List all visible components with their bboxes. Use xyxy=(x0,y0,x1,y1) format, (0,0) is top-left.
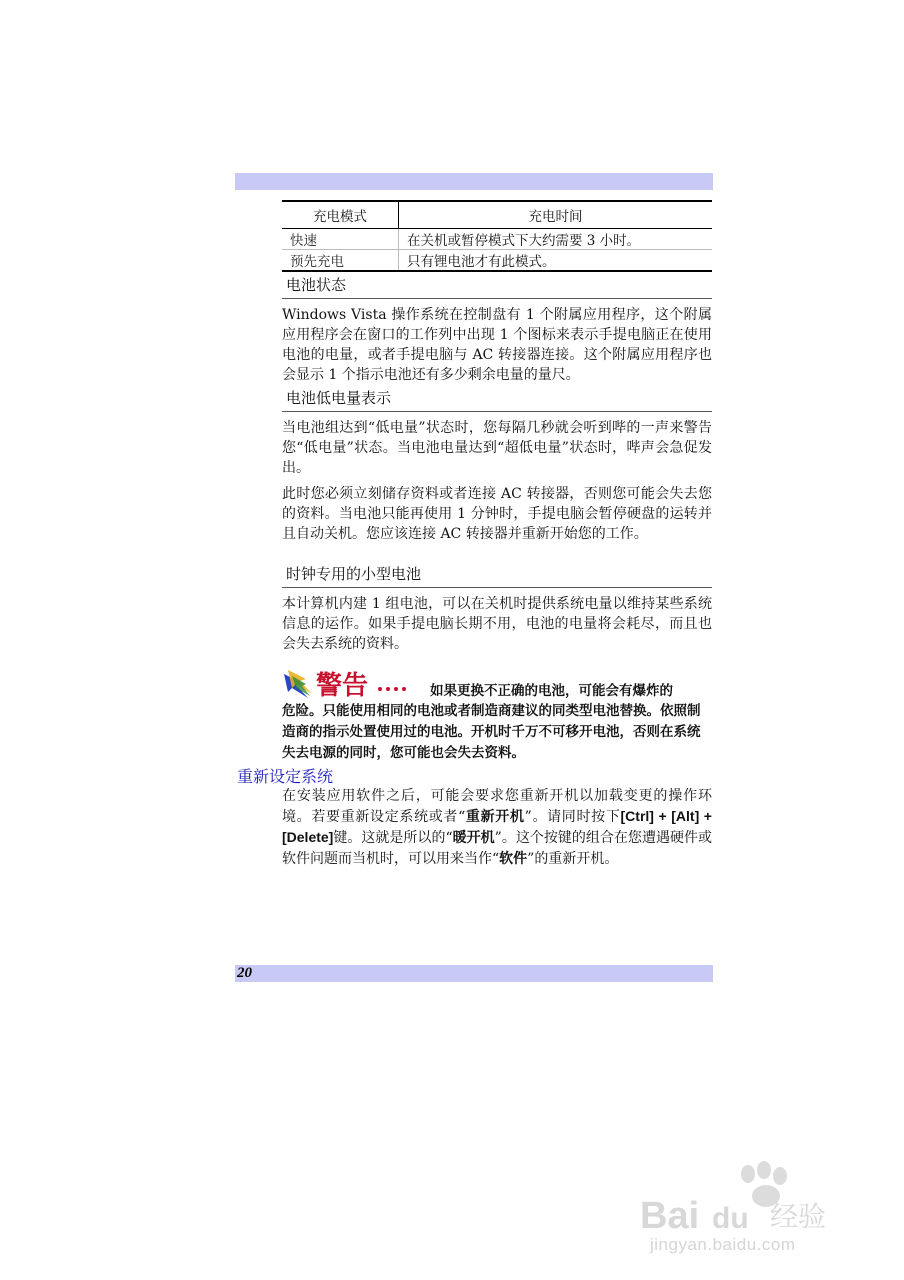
table-row xyxy=(282,229,712,250)
key-combo: [Ctrl] + [Alt] + [Delete] xyxy=(282,808,712,845)
page-number: 20 xyxy=(237,965,252,981)
warning-arrows-icon xyxy=(282,668,427,702)
table-cell: 只有锂电池才有此模式。 xyxy=(399,250,713,272)
watermark-brand: Bai xyxy=(640,1195,700,1237)
bold-term: 暖开机 xyxy=(452,829,495,845)
header-bar xyxy=(235,173,713,190)
table-header-cell: 充电时间 xyxy=(528,209,583,225)
paragraph: 此时您必须立刻储存资料或者连接 AC 转接器，否则您可能会失去您的资料。当电池只能再使用 1 分钟时，手提电脑会暂停硬盘的运转并且自动关机。您应该连接 AC 转接器并重新开始您的工作。 xyxy=(282,486,712,542)
text-run: ”。请同时按下 xyxy=(524,809,621,825)
warning-text: 危险。只能使用相同的电池或者制造商建议的同类型电池替换。依照制造商的指示处置使用过的电池。开机时千万不可移开电池，否则在系统失去电源的同时，您可能也会失去资料。 xyxy=(282,703,701,760)
text-run: 在安装应用软件之后，可能会要求您重新开机以加载变更的操作环境。若要重新设定系统或者“ xyxy=(282,788,712,825)
text-run: ”。这个按键的组合在您遭遇硬件或软件问题而当机时，可以用来当作“ xyxy=(282,830,712,867)
paragraph: 本计算机内建 1 组电池，可以在关机时提供系统电量以维持某些系统信息的运作。如果手提电脑长期不用，电池的电量将会耗尽，而且也会失去系统的资料。 xyxy=(282,596,712,652)
table-cell: 在关机或暂停模式下大约需要 3 小时。 xyxy=(399,229,713,250)
table-cell: 快速 xyxy=(282,229,399,250)
text-run: ”的重新开机。 xyxy=(527,851,619,867)
watermark-brand-du: du xyxy=(712,1202,749,1235)
battery-status-section xyxy=(282,276,712,385)
paragraph: Windows Vista 操作系统在控制盘有 1 个附属应用程序，这个附属应用程序会在窗口的工作列中出现 1 个图标来表示手提电脑正在使用电池的电量，或者手提电脑与 AC 转接器连接。这个附属应用程序也会显示 1 个指示电池还有多少剩余电量的量尺。 xyxy=(282,307,712,383)
charge-mode-table xyxy=(282,200,712,272)
table-header-cell: 充电模式 xyxy=(282,201,399,229)
section-title: 时钟专用的小型电池 xyxy=(282,565,712,588)
bold-term: 重新开机 xyxy=(465,808,525,824)
table-header-row xyxy=(282,201,712,229)
reset-system-heading: 重新设定系统 xyxy=(237,767,334,786)
clock-battery-section xyxy=(282,565,712,654)
table-row xyxy=(282,250,712,272)
warning-block xyxy=(282,668,712,763)
text-run: 键。这就是所以的“ xyxy=(333,830,453,846)
warning-text-first-line: 如果更换不正确的电池，可能会有爆炸的 xyxy=(430,683,673,698)
bold-term: 软件 xyxy=(499,850,528,866)
table-cell: 预先充电 xyxy=(282,250,399,272)
reset-system-section xyxy=(282,784,712,869)
warning-label: 警告 xyxy=(316,671,369,701)
section-title: 电池低电量表示 xyxy=(282,389,712,412)
paragraph: 当电池组达到“低电量”状态时，您每隔几秒就会听到哔的一声来警告您“低电量”状态。当电池电量达到“超低电量”状态时，哔声会急促发出。 xyxy=(282,420,712,476)
watermark-url: jingyan.baidu.com xyxy=(650,1235,796,1254)
footer-bar xyxy=(235,965,713,982)
warning-header xyxy=(282,668,712,700)
section-title: 电池状态 xyxy=(282,276,712,299)
low-battery-section xyxy=(282,389,712,544)
watermark-suffix: 经验 xyxy=(770,1200,827,1233)
paragraph xyxy=(282,786,712,869)
